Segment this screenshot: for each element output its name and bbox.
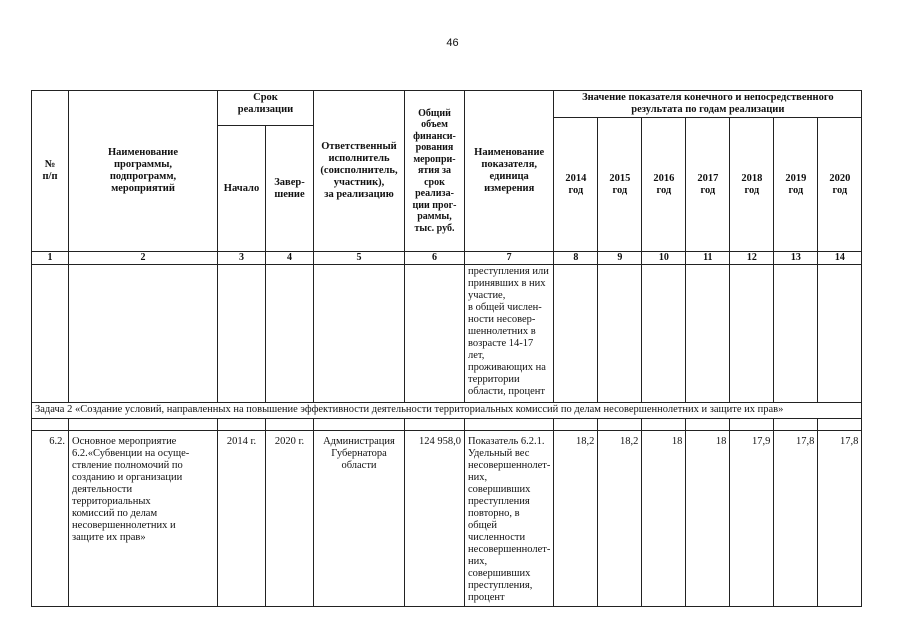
empty-cell [818,264,862,402]
empty-cell [598,418,642,430]
value-2014: 18,2 [554,430,598,606]
header-indicator: Наименование показателя, единица измерения [465,91,554,252]
table-row [32,430,862,606]
column-number-row [32,252,862,265]
value-2018: 17,9 [730,430,774,606]
empty-cell [686,264,730,402]
column-number: 12 [730,252,774,265]
empty-cell [818,418,862,430]
row-responsible: Администрация Губернатора области [314,430,405,606]
header-responsible: Ответственный исполнитель (соисполнитель, участник), за реализацию [314,91,405,252]
empty-cell [69,264,218,402]
header-num: № п/п [32,91,69,252]
row-number: 6.2. [32,430,69,606]
row-indicator: Показатель 6.2.1. Удельный вес несовершеннолет- них, совершивших преступления повторно, в общей численности несовершеннолет- них, совершивших преступления, процент [465,430,554,606]
empty-cell [686,418,730,430]
value-2016: 18 [642,430,686,606]
header-period: Срок реализации [218,91,314,126]
empty-cell [32,418,69,430]
empty-cell [598,264,642,402]
empty-cell [405,264,465,402]
column-number: 4 [266,252,314,265]
row-end: 2020 г. [266,430,314,606]
empty-cell [554,264,598,402]
program-indicators-table [31,90,862,607]
empty-cell [730,264,774,402]
empty-cell [774,264,818,402]
column-number: 11 [686,252,730,265]
empty-cell [642,264,686,402]
value-2017: 18 [686,430,730,606]
empty-cell [730,418,774,430]
header-year-2015: 2015 год [598,118,642,252]
empty-cell [314,264,405,402]
row-activity-name: Основное мероприятие 6.2.«Субвенции на осуще- ствление полномочий по созданию и организации деятельности территориальных комиссий по делам несовершеннолетних и защите их прав» [69,430,218,606]
header-year-2016: 2016 год [642,118,686,252]
empty-cell [465,418,554,430]
header-name: Наименование программы, подпрограмм, мероприятий [69,91,218,252]
value-2015: 18,2 [598,430,642,606]
page-number: 46 [446,37,459,49]
column-number: 6 [405,252,465,265]
column-number: 14 [818,252,862,265]
column-number: 13 [774,252,818,265]
header-year-2019: 2019 год [774,118,818,252]
empty-cell [774,418,818,430]
continuation-row [32,264,862,402]
header-end: Завер- шение [266,126,314,252]
column-number: 9 [598,252,642,265]
empty-cell [218,418,266,430]
empty-cell [218,264,266,402]
value-2020: 17,8 [818,430,862,606]
header-finance: Общий объем финанси- рования меропри- ятия за срок реализа- ции прог- раммы, тыс. руб. [405,91,465,252]
header-year-2014: 2014 год [554,118,598,252]
column-number: 8 [554,252,598,265]
header-start: Начало [218,126,266,252]
empty-cell [405,418,465,430]
empty-cell [266,418,314,430]
empty-cell [554,418,598,430]
column-number: 1 [32,252,69,265]
empty-cell [266,264,314,402]
header-year-2020: 2020 год [818,118,862,252]
row-finance: 124 958,0 [405,430,465,606]
empty-cell [642,418,686,430]
column-number: 2 [69,252,218,265]
empty-cell [69,418,218,430]
value-2019: 17,8 [774,430,818,606]
header-values: Значение показателя конечного и непосредственного результата по годам реализации [554,91,862,118]
continuation-indicator-text: преступления или принявших в них участие, в общей числен- ности несовер- шеннолетних в возрасте 14-17 лет, проживающих на территории области, процент [465,264,554,402]
column-number: 3 [218,252,266,265]
empty-cell [314,418,405,430]
header-year-2018: 2018 год [730,118,774,252]
column-number: 10 [642,252,686,265]
header-year-2017: 2017 год [686,118,730,252]
column-number: 5 [314,252,405,265]
empty-cell [32,264,69,402]
task-row [32,402,862,418]
spacer-row [32,418,862,430]
task-heading: Задача 2 «Создание условий, направленных на повышение эффективности деятельности территориальных комиссий по делам несовершеннолетних и защите их прав» [32,402,862,418]
header-row-top [32,91,862,118]
column-number: 7 [465,252,554,265]
row-start: 2014 г. [218,430,266,606]
